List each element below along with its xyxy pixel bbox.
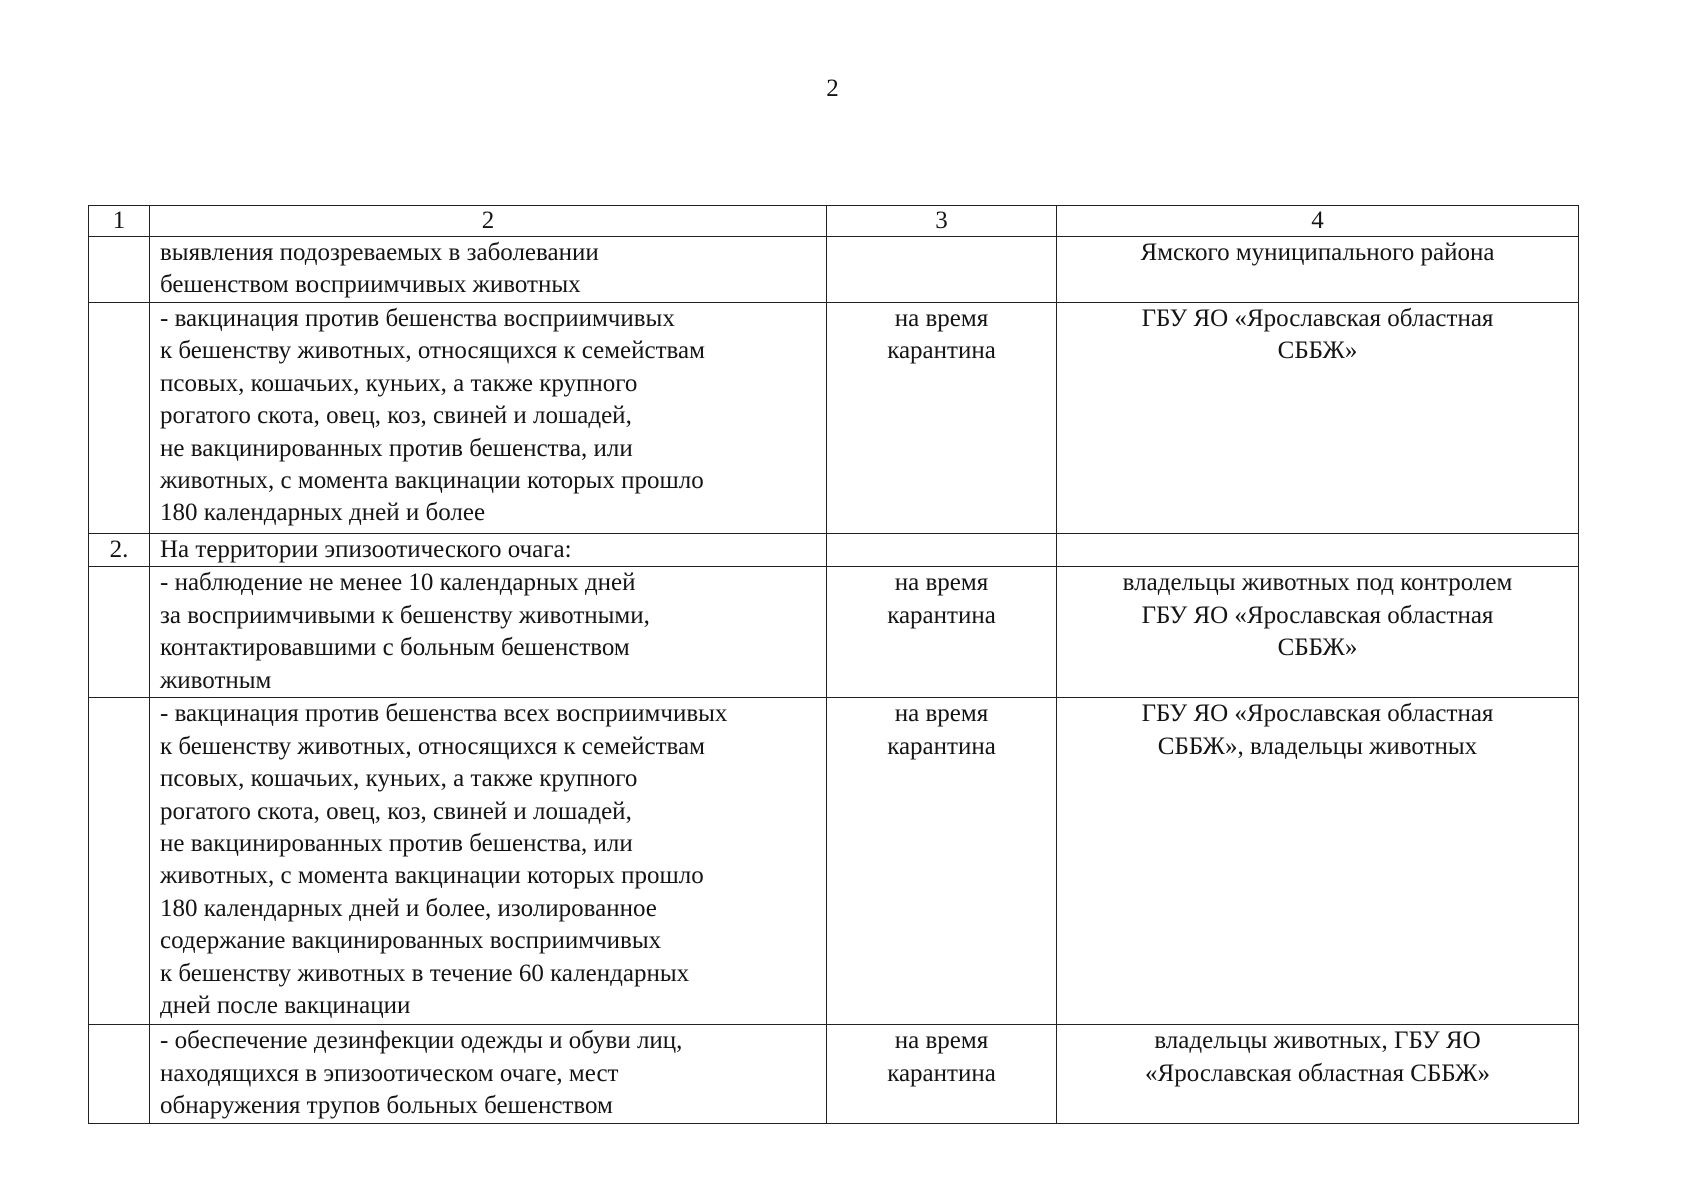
column-header-3: 3 [827, 206, 1057, 237]
term-cell [827, 237, 1057, 303]
responsible-cell [1057, 534, 1579, 567]
measure-cell: - вакцинация против бешенства восприимчивых к бешенству животных, относящихся к семействам псовых, кошачьих, куньих, а также крупного рогатого скота, овец, коз, свиней и лошадей, не вакцинированных против бешенства, или животных, с момента вакцинации которых прошло 180 календарных дней и более [150, 303, 827, 534]
row-number-cell: 2. [89, 534, 150, 567]
row-number-cell [89, 237, 150, 303]
responsible-cell: ГБУ ЯО «Ярославская областная СББЖ» [1057, 303, 1579, 534]
page-number: 2 [826, 75, 839, 102]
term-cell: на время карантина [827, 1025, 1057, 1123]
measure-cell: - наблюдение не менее 10 календарных дней за восприимчивыми к бешенству животными, контактировавшими с больным бешенством животным [150, 567, 827, 698]
term-cell: на время карантина [827, 698, 1057, 1025]
table-row [89, 237, 1579, 303]
table-row [89, 567, 1579, 698]
responsible-cell: ГБУ ЯО «Ярославская областная СББЖ», владельцы животных [1057, 698, 1579, 1025]
column-header-1: 1 [89, 206, 150, 237]
row-number-cell [89, 1025, 150, 1123]
measure-cell: На территории эпизоотического очага: [150, 534, 827, 567]
responsible-cell: владельцы животных, ГБУ ЯО «Ярославская областная СББЖ» [1057, 1025, 1579, 1123]
row-number-cell [89, 303, 150, 534]
measure-cell: - обеспечение дезинфекции одежды и обуви лиц, находящихся в эпизоотическом очаге, мест обнаружения трупов больных бешенством [150, 1025, 827, 1123]
table-row [89, 534, 1579, 567]
row-number-cell [89, 698, 150, 1025]
row-number-cell [89, 567, 150, 698]
responsible-cell: владельцы животных под контролем ГБУ ЯО «Ярославская областная СББЖ» [1057, 567, 1579, 698]
term-cell: на время карантина [827, 303, 1057, 534]
term-cell: на время карантина [827, 567, 1057, 698]
column-header-4: 4 [1057, 206, 1579, 237]
responsible-cell: Ямского муниципального района [1057, 237, 1579, 303]
table-row [89, 1025, 1579, 1123]
measure-cell: выявления подозреваемых в заболевании бешенством восприимчивых животных [150, 237, 827, 303]
table-header-row [89, 206, 1579, 237]
table-row [89, 303, 1579, 534]
term-cell [827, 534, 1057, 567]
measures-table [88, 205, 1579, 1124]
column-header-2: 2 [150, 206, 827, 237]
measure-cell: - вакцинация против бешенства всех восприимчивых к бешенству животных, относящихся к семействам псовых, кошачьих, куньих, а также крупного рогатого скота, овец, коз, свиней и лошадей, не вакцинированных против бешенства, или животных, с момента вакцинации которых прошло 180 календарных дней и более, изолированное содержание вакцинированных восприимчивых к бешенству животных в течение 60 календарных дней после вакцинации [150, 698, 827, 1025]
table-row [89, 698, 1579, 1025]
